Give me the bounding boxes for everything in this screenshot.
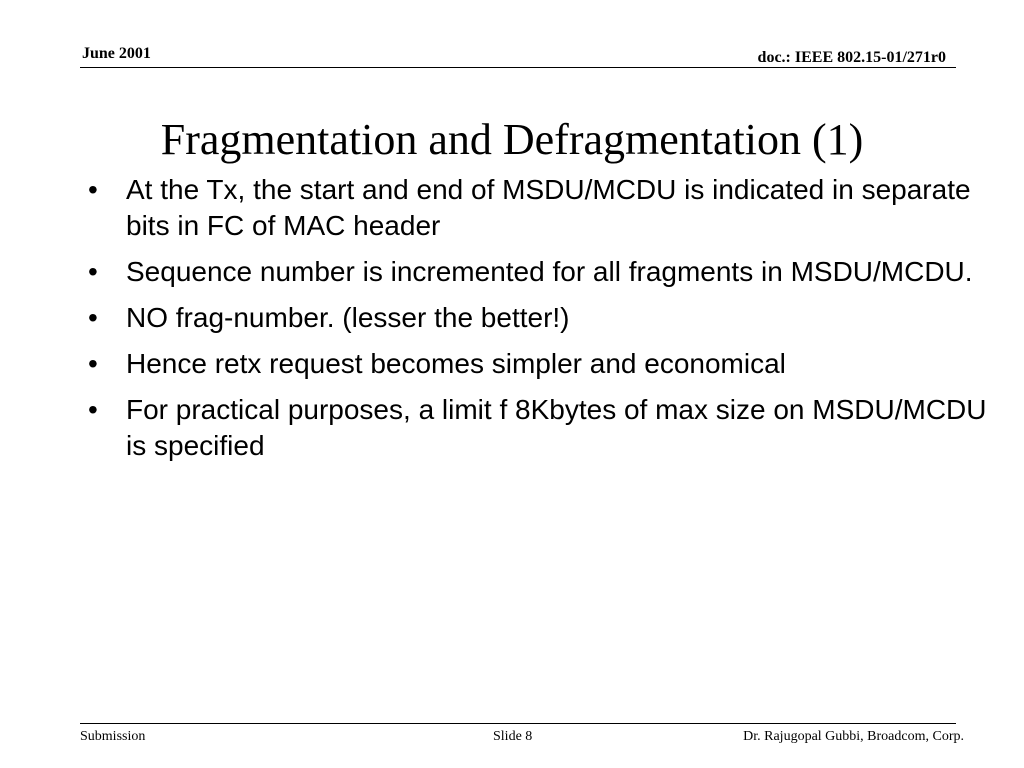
bullet-text: At the Tx, the start and end of MSDU/MCDU is indicated in separate bits in FC of MAC header: [126, 174, 971, 241]
bullet-text: NO frag-number. (lesser the better!): [126, 302, 570, 333]
bullet-dot-icon: •: [88, 348, 98, 379]
bullet-item: [88, 300, 988, 336]
footer-author: Dr. Rajugopal Gubbi, Broadcom, Corp.: [743, 729, 964, 744]
footer-slide-number: Slide 8: [493, 729, 533, 744]
bullet-text: For practical purposes, a limit f 8Kbytes of max size on MSDU/MCDU is specified: [126, 394, 987, 461]
bullet-item: [88, 346, 988, 382]
bullet-item: [88, 254, 988, 290]
bullet-list: [88, 172, 988, 474]
bullet-dot-icon: •: [88, 174, 98, 205]
header-doc-id: doc.: IEEE 802.15-01/271r0: [757, 49, 946, 66]
bullet-text: Sequence number is incremented for all fragments in MSDU/MCDU.: [126, 256, 973, 287]
slide-title: Fragmentation and Defragmentation (1): [160, 115, 864, 164]
footer-rule: [80, 723, 956, 724]
bullet-dot-icon: •: [88, 302, 98, 333]
bullet-dot-icon: •: [88, 394, 98, 425]
header-date: June 2001: [82, 45, 151, 62]
bullet-dot-icon: •: [88, 256, 98, 287]
footer-submission: Submission: [80, 729, 146, 744]
header-rule: [80, 67, 956, 68]
bullet-item: [88, 392, 988, 464]
bullet-item: [88, 172, 988, 244]
bullet-text: Hence retx request becomes simpler and economical: [126, 348, 786, 379]
